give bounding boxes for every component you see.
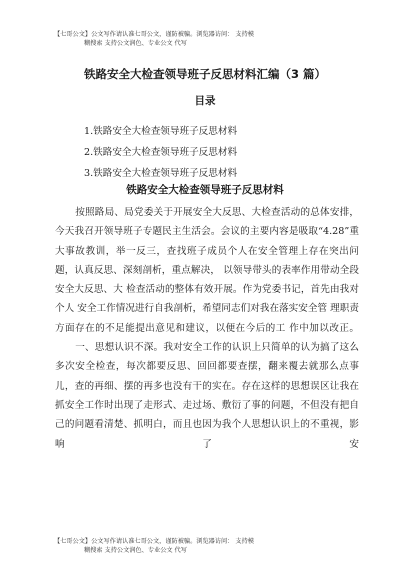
document-body <box>55 203 359 454</box>
table-of-contents <box>84 121 384 184</box>
body-paragraph-text: 按照路局、局党委关于开展安全大反思、大检查活动的总体安排，今天我召开领导班子专题民主生活会。会议的主要内容是吸取“4.28”重大事故教训，举一反三，查找班子成员个人在安全管理上存在突出问题，认真反思、深刻剖析，重点解决， 以领导带头的表率作用带动全段安全大反思、大 检查活动的整体有效开展。作为党委书记，首先由我对个人 安全工作情况进行自我剖析，希望同志们对我在落实安全管 理职责方面存在的不足能提出意见和建议，以便在今后的工 作中加以改正。 <box>55 207 359 334</box>
footer-banner-line-1: 【七哥公文】公文写作请认准七哥公文，谨防被骗。浏览器访问： 支持模 <box>54 538 254 545</box>
document-title: 铁路安全大检查领导班子反思材料汇编（3 篇） <box>83 67 326 81</box>
footer-banner <box>54 537 374 555</box>
section-title: 铁路安全大检查领导班子反思材料 <box>126 184 284 196</box>
body-paragraph <box>55 338 359 454</box>
header-banner-line-1: 【七哥公文】公文写作请认准七哥公文，谨防被骗。浏览器访问： 支持模 <box>54 31 254 38</box>
header-banner <box>54 30 374 48</box>
body-paragraph-text: 一、思想认识不深。我对安全工作的认识上只简单的认为搞了这么多次安全检查，每次都要反思、回回都要查摆，翻来覆去就那么点事儿，查的再细、摆的再多也没有干的实在。存在这样的思想误区让我在抓安全工作时出现了走形式、走过场、敷衍了事的问题，不但没有把自己的问题看清楚、抓明白，而且也因为我个人思想认识上的不重视，影响了安 <box>55 342 359 450</box>
toc-heading: 目录 <box>194 95 216 107</box>
toc-item-1[interactable]: 1.铁路安全大检查领导班子反思材料 <box>84 126 238 137</box>
body-paragraph <box>55 203 359 338</box>
header-banner-line-2: 糊搜索 支持公文润色、专业公文 代写 <box>84 40 187 47</box>
toc-item-3[interactable]: 3.铁路安全大检查领导班子反思材料 <box>84 168 238 179</box>
toc-item-2[interactable]: 2.铁路安全大检查领导班子反思材料 <box>84 147 238 158</box>
footer-banner-line-2: 糊搜索 支持公文润色、专业公文 代写 <box>84 547 187 554</box>
